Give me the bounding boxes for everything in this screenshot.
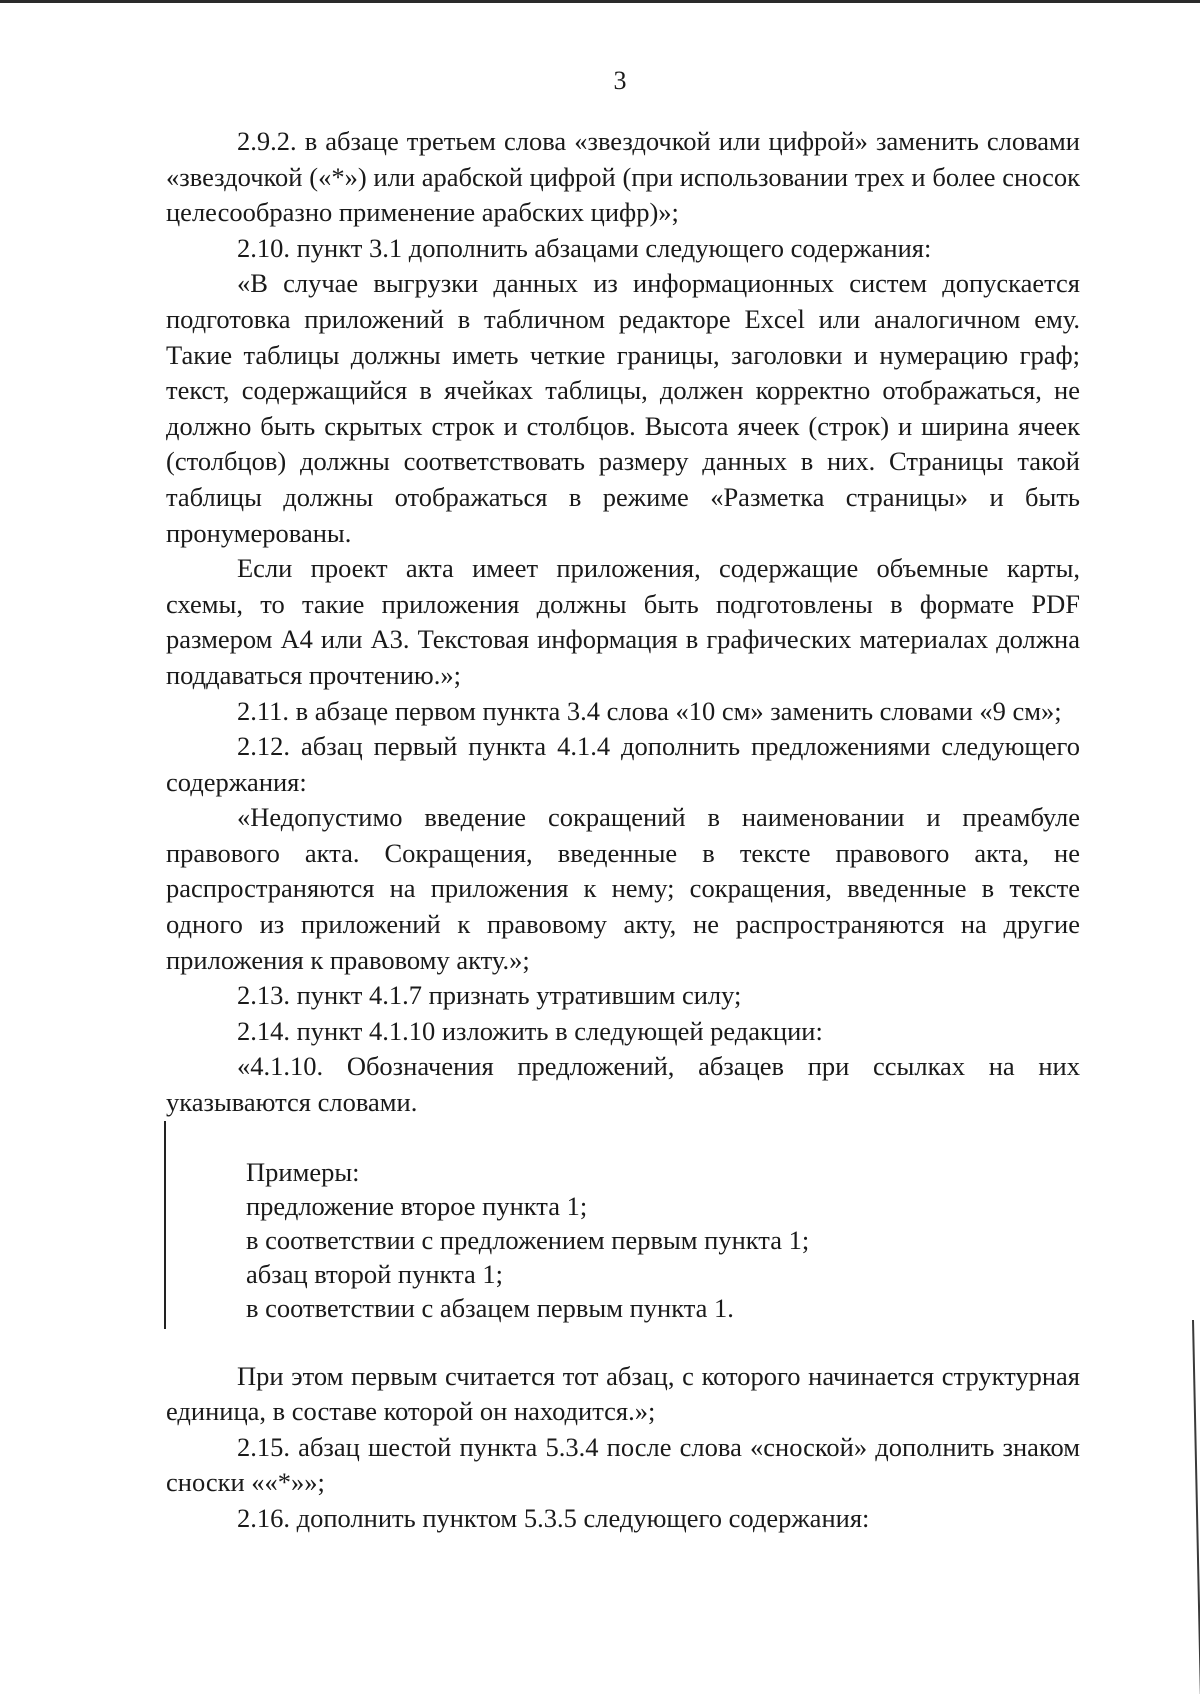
paragraph-2-15: 2.15. абзац шестой пункта 5.3.4 после слова «сноской» дополнить знаком сноски ««*»»;: [166, 1431, 1080, 1498]
document-body: [166, 124, 1080, 1537]
paragraph-2-12: 2.12. абзац первый пункта 4.1.4 дополнить предложениями следующего содержания:: [166, 731, 1080, 797]
example-line: в соответствии с предложением первым пункта 1;: [246, 1224, 810, 1255]
page-number: 3: [613, 66, 627, 95]
scan-edge-right: [1192, 1320, 1200, 1694]
paragraph-2-9-2: 2.9.2. в абзаце третьем слова «звездочкой или цифрой» заменить словами «звездочкой («*») или арабской цифрой (при использовании трех и более сносок целесообразно применение арабских цифр)»;: [166, 126, 1080, 228]
examples-heading: Примеры:: [246, 1156, 360, 1187]
paragraph-2-14: 2.14. пункт 4.1.10 изложить в следующей редакции:: [237, 1015, 823, 1046]
scan-edge-top: [0, 0, 1200, 3]
example-line: в соответствии с абзацем первым пункта 1.: [246, 1292, 734, 1323]
paragraph-2-13: 2.13. пункт 4.1.7 признать утратившим силу;: [237, 980, 742, 1011]
margin-bar: [164, 1121, 166, 1329]
example-line: предложение второе пункта 1;: [246, 1190, 588, 1221]
paragraph-2-16: 2.16. дополнить пунктом 5.3.5 следующего содержания:: [237, 1503, 870, 1533]
paragraph-2-11: 2.11. в абзаце первом пункта 3.4 слова «10 см» заменить словами «9 см»;: [237, 695, 1062, 726]
example-line: абзац второй пункта 1;: [246, 1258, 503, 1289]
paragraph-4-1-10: «4.1.10. Обозначения предложений, абзацев при ссылках на них указываются словами.: [166, 1051, 1080, 1118]
paragraph-2-10: 2.10. пункт 3.1 дополнить абзацами следующего содержания:: [237, 232, 932, 263]
paragraph-first-paragraph-rule: При этом первым считается тот абзац, с которого начинается структурная единица, в составе которой он находится.»;: [166, 1360, 1080, 1427]
paragraph-abbreviations: «Недопустимо введение сокращений в наименовании и преамбуле правового акта. Сокращения, введенные в тексте правового акта, не распространяются на приложения к нему; сокращения, введенные в тексте одного из приложений к правовому акту, не распространяются на другие приложения к правовому акту.»;: [166, 802, 1080, 975]
paragraph-pdf-maps: Если проект акта имеет приложения, содержащие объемные карты, схемы, то такие приложения должны быть подготовлены в формате PDF размером A4 или A3. Текстовая информация в графических материалах должна поддаваться прочтению.»;: [166, 553, 1080, 690]
examples-block: [166, 1155, 1080, 1325]
paragraph-excel-tables: «В случае выгрузки данных из информационных систем допускается подготовка приложений в табличном редакторе Excel или аналогичном ему. Такие таблицы должны иметь четкие границы, заголовки и нумерацию граф; текст, содержащийся в ячейках таблицы, должен корректно отображаться, не должно быть скрытых строк и столбцов. Высота ячеек (строк) и ширина ячеек (столбцов) должны соответствовать размеру данных в них. Страницы такой таблицы должны отображаться в режиме «Разметка страницы» и быть пронумерованы.: [166, 268, 1080, 548]
